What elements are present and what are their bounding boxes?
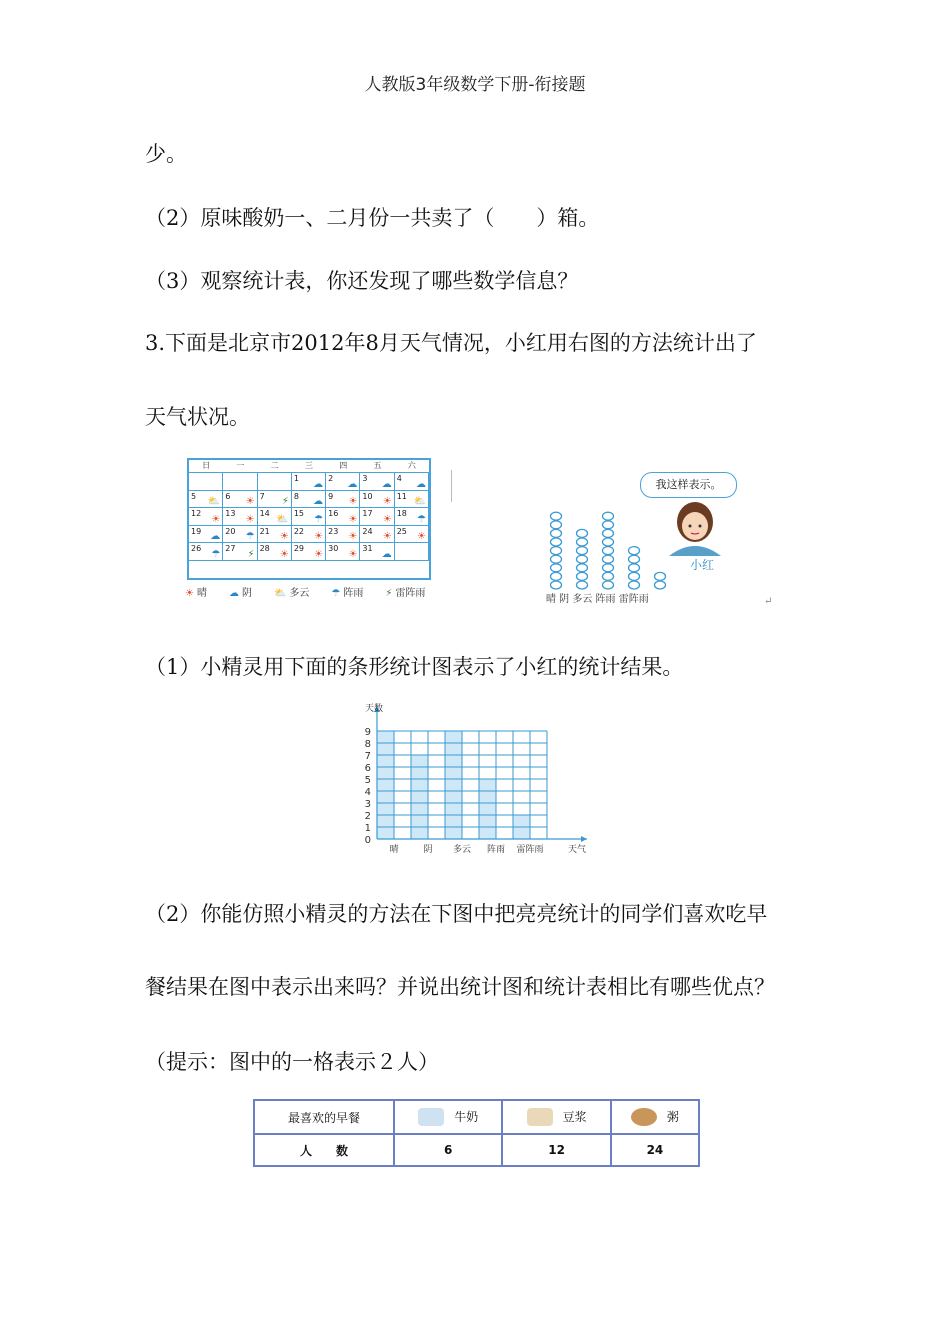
x-tick-label: 晴 [389, 845, 399, 855]
girl-name: 小红 [690, 558, 715, 572]
sun-icon: ☀ [348, 531, 358, 543]
text-line-5: 天气状况。 [145, 405, 250, 429]
weekday-label: 一 [236, 461, 245, 470]
speech-bubble: 我这样表示。 [640, 472, 737, 498]
pictogram-circle [551, 529, 562, 537]
day-number: 23 [328, 526, 339, 536]
weather-bar-chart [355, 698, 595, 860]
text-line-8: 餐结果在图中表示出来吗？并说出统计图和统计表相比有哪些优点？ [145, 975, 775, 999]
day-number: 7 [259, 491, 265, 501]
calendar-day [292, 491, 326, 509]
legend-item [229, 584, 252, 599]
pictogram-circle [577, 547, 588, 555]
day-number: 1 [293, 474, 299, 483]
pictogram-circle [551, 547, 562, 555]
pictogram-circle [629, 555, 640, 563]
pictogram-circle [603, 538, 614, 546]
day-number: 12 [191, 509, 202, 519]
sun-icon: ☀ [348, 496, 358, 508]
hint: （提示：图中的一格表示２人） [145, 1050, 439, 1074]
cloud-icon: ☁ [381, 548, 392, 560]
x-axis-label: 天气 [567, 845, 587, 855]
sun-icon: ☀ [211, 513, 221, 525]
calendar-day [395, 491, 429, 509]
cloud-icon: ☁ [381, 478, 392, 490]
y-tick-label: 2 [364, 811, 371, 822]
text-line-6: （1）小精灵用下面的条形统计图表示了小红的统计结果。 [145, 655, 684, 679]
day-number: 5 [191, 491, 197, 501]
rain-icon: ☂ [245, 531, 255, 543]
day-number: 9 [328, 491, 334, 501]
pictogram-circle [629, 547, 640, 555]
sun-icon: ☀ [245, 496, 255, 508]
soymilk-label: 豆浆 [562, 1109, 587, 1124]
cloud-icon: ☁ [347, 478, 358, 490]
pictogram-circle [551, 512, 562, 520]
day-number: 20 [225, 526, 236, 536]
day-number: 29 [293, 544, 305, 554]
calendar-day [223, 526, 257, 544]
x-tick-label: 阵雨 [486, 845, 506, 855]
sun-icon: ☀ [417, 531, 426, 543]
pictogram-circle [551, 572, 562, 580]
weekday-label: 日 [202, 461, 211, 470]
sun-icon: ☀ [382, 513, 392, 525]
calendar-day [395, 526, 429, 544]
question-3: 3.下面是北京市2012年8月天气情况，小红用右图的方法统计出了 [145, 331, 757, 355]
pictogram-circle [603, 547, 614, 555]
day-number: 4 [396, 474, 402, 483]
sun-icon: ☀ [348, 513, 358, 525]
breakfast-table [253, 1099, 700, 1167]
y-tick-label: 3 [364, 799, 371, 810]
x-axis-arrow [581, 836, 587, 842]
weekday-label: 六 [407, 461, 416, 470]
calendar-day [360, 473, 394, 491]
table-cell-milk [394, 1100, 502, 1134]
storm-icon: ⚡ [385, 588, 393, 599]
table-value-soymilk: 12 [502, 1134, 610, 1166]
day-number: 16 [328, 509, 339, 519]
pictogram-circle [655, 572, 666, 580]
calendar-day [326, 543, 360, 561]
pc-icon: ⛅ [276, 513, 289, 525]
calendar-day [258, 543, 292, 561]
day-number: 13 [225, 509, 236, 519]
pictogram-circle [577, 572, 588, 580]
sun-icon: ☀ [382, 496, 392, 508]
sun-icon: ☀ [245, 513, 255, 525]
pictogram-circle [603, 564, 614, 572]
y-tick-label: 7 [364, 751, 371, 762]
table-cell-soymilk [502, 1100, 610, 1134]
day-number: 17 [362, 509, 373, 519]
pictogram-circle [655, 581, 666, 589]
sun-icon: ☀ [279, 531, 289, 543]
storm-icon: ⚡ [281, 496, 289, 508]
weekday-label: 二 [270, 461, 279, 470]
porridge-icon [631, 1108, 657, 1126]
bar-阵雨 [479, 779, 496, 839]
table-value-porridge: 24 [611, 1134, 699, 1166]
calendar-day [189, 473, 223, 491]
calendar-day [292, 473, 326, 491]
calendar-day [395, 508, 429, 526]
pc-icon: ⛅ [413, 496, 426, 508]
pictogram-circle [603, 512, 614, 520]
calendar-day [360, 526, 394, 544]
sun-icon: ☀ [348, 548, 358, 560]
pictogram-circle [603, 529, 614, 537]
milk-icon [418, 1108, 444, 1126]
pictogram-circle [603, 581, 614, 589]
day-number: 10 [362, 491, 373, 501]
x-tick-label: 多云 [452, 845, 472, 855]
text-line-1: 少。 [145, 142, 187, 166]
legend-label: 多云 [289, 588, 310, 599]
calendar-day [292, 543, 326, 561]
pictogram-labels: 晴 阴 多云 阵雨 雷阵雨 [546, 594, 649, 605]
weekday-label: 四 [339, 461, 348, 470]
day-number: 21 [259, 526, 270, 536]
legend-item [185, 584, 207, 599]
page-header: 人教版3年级数学下册-衔接题 [364, 75, 586, 95]
calendar-day [326, 491, 360, 509]
pictogram-circle [577, 529, 588, 537]
porridge-label: 粥 [666, 1109, 679, 1124]
day-number: 28 [259, 544, 270, 554]
table-row [254, 1134, 699, 1166]
calendar-day [292, 526, 326, 544]
calendar-day [360, 508, 394, 526]
pictogram-circle [603, 572, 614, 580]
sun-icon: ☀ [382, 531, 392, 543]
pictogram-circle [577, 581, 588, 589]
legend-label: 阵雨 [343, 588, 364, 599]
day-number: 25 [396, 526, 407, 536]
y-tick-label: 9 [364, 727, 371, 738]
weather-legend [185, 584, 425, 599]
pictogram-circle [603, 555, 614, 563]
girl-illustration [655, 500, 735, 556]
day-number: 8 [293, 491, 299, 501]
pictogram-circle [629, 581, 640, 589]
pictogram-circle [603, 521, 614, 529]
calendar-weekdays [189, 460, 429, 473]
legend-item [274, 584, 309, 599]
pictogram-circle [551, 581, 562, 589]
pc-icon: ⛅ [273, 588, 287, 599]
storm-icon: ⚡ [247, 548, 255, 560]
calendar-day [223, 508, 257, 526]
day-number: 6 [225, 491, 231, 501]
text-line-7: （2）你能仿照小精灵的方法在下图中把亮亮统计的同学们喜欢吃早 [145, 902, 768, 926]
calendar-day [258, 508, 292, 526]
day-number: 2 [328, 474, 334, 483]
rain-icon: ☂ [417, 513, 426, 525]
pictogram-circle [577, 564, 588, 572]
y-tick-label: 5 [364, 775, 371, 786]
bar-晴 [377, 731, 394, 839]
pictogram-circle [551, 564, 562, 572]
pictogram-circle [629, 572, 640, 580]
y-tick-label: 6 [364, 763, 371, 774]
table-row [254, 1100, 699, 1134]
weekday-label: 五 [373, 461, 382, 470]
weather-calendar [187, 458, 431, 580]
bar-阴 [411, 755, 428, 839]
calendar-day [326, 526, 360, 544]
sun-icon: ☀ [314, 548, 324, 560]
text-line-3: （3）观察统计表，你还发现了哪些数学信息？ [145, 269, 579, 293]
bar-多云 [445, 731, 462, 839]
calendar-day [189, 491, 223, 509]
cloud-icon: ☁ [313, 496, 324, 508]
pictogram-circle [551, 555, 562, 563]
calendar-day [223, 543, 257, 561]
day-number: 31 [362, 544, 373, 554]
calendar-day [360, 491, 394, 509]
sun-icon: ☀ [314, 531, 324, 543]
text-line-2: （2）原味酸奶一、二月份一共卖了（ ）箱。 [145, 206, 600, 230]
y-tick-label: 8 [364, 739, 371, 750]
pictogram-circle [577, 538, 588, 546]
divider [451, 470, 452, 502]
legend-label: 晴 [196, 588, 207, 599]
day-number: 26 [191, 544, 202, 554]
cloud-icon: ☁ [210, 531, 221, 543]
x-tick-label: 雷阵雨 [516, 845, 544, 855]
calendar-day [258, 526, 292, 544]
legend-item [385, 584, 425, 599]
calendar-day [326, 508, 360, 526]
calendar-grid [189, 473, 429, 579]
x-tick-label: 阴 [423, 845, 433, 855]
milk-label: 牛奶 [454, 1109, 479, 1124]
legend-label: 雷阵雨 [395, 588, 426, 599]
soymilk-icon [527, 1108, 553, 1126]
calendar-day [223, 473, 257, 491]
calendar-day [326, 473, 360, 491]
return-mark: ↵ [764, 596, 773, 607]
cloud-icon: ☁ [313, 478, 324, 490]
calendar-day [395, 543, 429, 561]
pictogram-circle [551, 521, 562, 529]
day-number: 19 [191, 526, 202, 536]
day-number: 11 [396, 491, 407, 501]
sun-icon: ☀ [185, 588, 194, 599]
pictogram-circle [629, 564, 640, 572]
sun-icon: ☀ [279, 548, 289, 560]
y-tick-label: 0 [364, 835, 371, 846]
day-number: 22 [293, 526, 305, 536]
calendar-day [189, 543, 223, 561]
table-row-label: 人 数 [254, 1134, 394, 1166]
calendar-day [223, 491, 257, 509]
y-tick-label: 4 [364, 787, 371, 798]
pc-icon: ⛅ [207, 496, 221, 508]
y-tick-label: 1 [364, 823, 371, 834]
day-number: 14 [259, 509, 270, 519]
day-number: 3 [362, 474, 368, 483]
day-number: 24 [362, 526, 373, 536]
calendar-day [395, 473, 429, 491]
day-number: 18 [396, 509, 407, 519]
cloud-icon: ☁ [415, 478, 426, 490]
day-number: 27 [225, 544, 236, 554]
calendar-day [189, 526, 223, 544]
table-cell-porridge [611, 1100, 699, 1134]
legend-item [331, 584, 363, 599]
calendar-day [258, 491, 292, 509]
rain-icon: ☂ [331, 588, 341, 599]
day-number: 30 [328, 544, 339, 554]
calendar-day [258, 473, 292, 491]
y-axis-label: 天数 [365, 704, 384, 714]
rain-icon: ☂ [314, 513, 324, 525]
pictogram-circle [551, 538, 562, 546]
weekday-label: 三 [304, 461, 313, 470]
table-value-milk: 6 [394, 1134, 502, 1166]
calendar-day [189, 508, 223, 526]
calendar-day [292, 508, 326, 526]
cloud-icon: ☁ [228, 588, 239, 599]
calendar-day [360, 543, 394, 561]
table-header-cell: 最喜欢的早餐 [254, 1100, 394, 1134]
legend-label: 阴 [241, 588, 252, 599]
pictogram-circle [577, 555, 588, 563]
rain-icon: ☂ [211, 548, 221, 560]
day-number: 15 [293, 509, 305, 519]
